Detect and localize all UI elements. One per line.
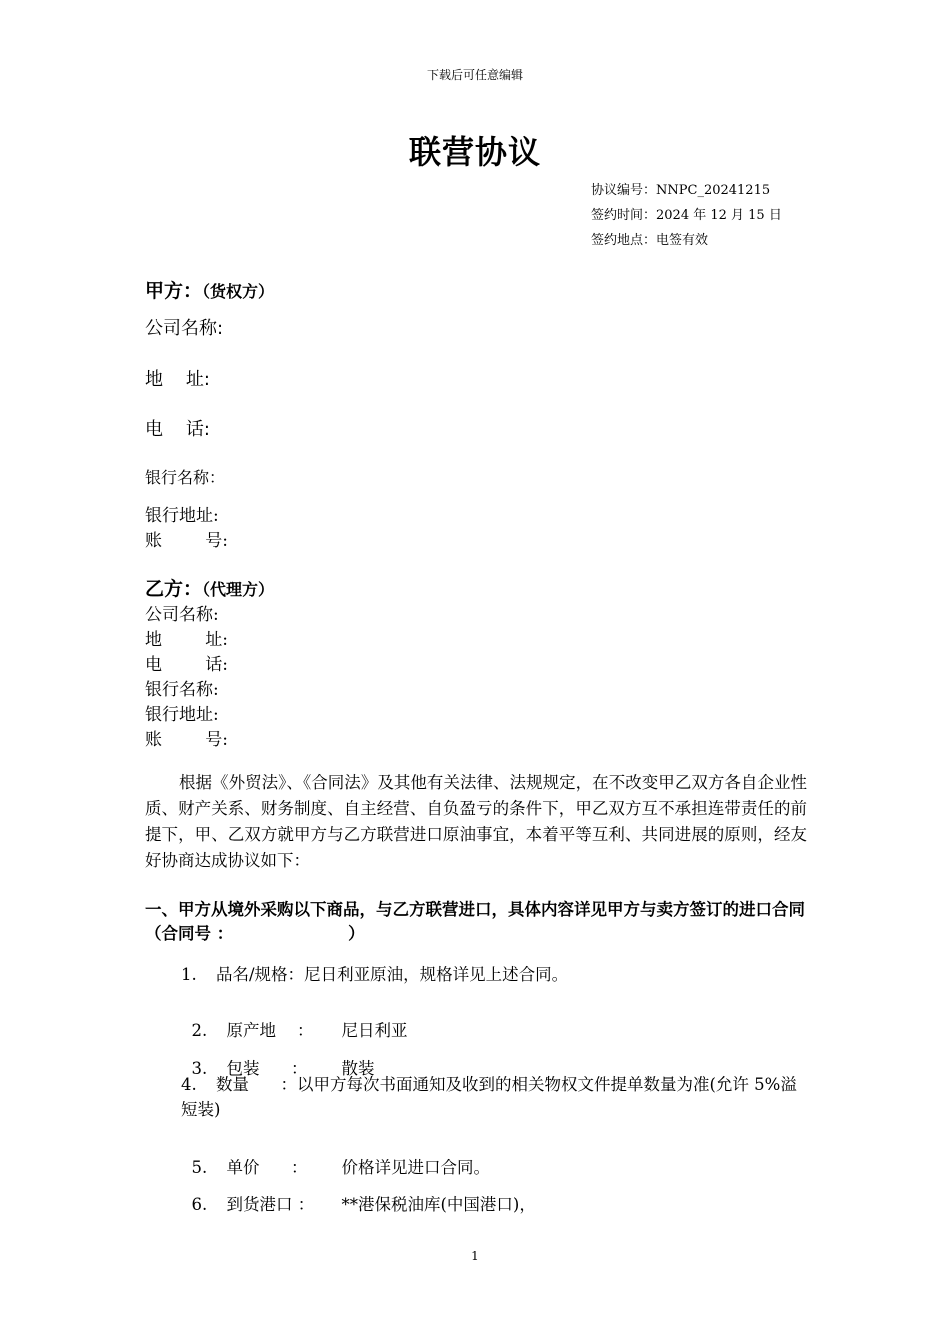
item-number: 3. xyxy=(191,1059,208,1078)
item-value: 价格详见进口合同。 xyxy=(341,1158,490,1177)
party-a-account: 账 号: xyxy=(145,531,228,551)
party-a-role: （货权方） xyxy=(202,282,275,301)
item-value: 以甲方每次书面通知及收到的相关物权文件提单数量为准(允许 5%溢短装) xyxy=(181,1075,797,1119)
party-b-heading xyxy=(145,574,274,601)
item-label: 包装 ： xyxy=(226,1059,308,1078)
item-value: **港保税油库(中国港口)， xyxy=(341,1195,536,1214)
party-b-account: 账 号: xyxy=(145,730,228,750)
agreement-number: 协议编号：NNPC_20241215 xyxy=(591,183,771,198)
party-a-bank-name: 银行名称： xyxy=(145,468,226,487)
party-a-label: 甲方： xyxy=(145,280,203,302)
party-a-company: 公司名称: xyxy=(145,318,224,339)
item-label: 数量 ： xyxy=(216,1075,297,1094)
intro-paragraph: 根据《外贸法》、《合同法》及其他有关法律、法规规定，在不改变甲乙双方各自企业性质、财产关系、财务制度、自主经营、自负盈亏的条件下，甲乙双方互不承担连带责任的前提下，甲、乙双方就甲方与乙方联营进口原油事宜，本着平等互利、共同进展的原则，经友好协商达成协议如下： xyxy=(145,773,807,870)
page-number: 1 xyxy=(471,1249,479,1263)
item-number: 6. xyxy=(191,1195,208,1214)
party-a-heading xyxy=(145,276,274,303)
party-a-bank-address: 银行地址: xyxy=(145,506,219,526)
item-number: 1. xyxy=(181,965,197,984)
party-b-label: 乙方： xyxy=(145,578,203,600)
list-item xyxy=(181,1072,811,1122)
item-label: 单价 ： xyxy=(226,1158,308,1177)
item-label: 品名/规格： xyxy=(216,965,305,984)
party-b-company: 公司名称: xyxy=(145,605,219,625)
item-number: 5. xyxy=(191,1158,208,1177)
item-number: 2. xyxy=(191,1021,208,1040)
party-b-bank-name: 银行名称: xyxy=(145,680,219,700)
list-item xyxy=(181,961,568,985)
party-a-address: 地 址: xyxy=(145,369,210,390)
party-b-address: 地 址: xyxy=(145,630,228,650)
section-1-title: 一、甲方从境外采购以下商品，与乙方联营进口，具体内容详见甲方与卖方签订的进口合同（合同号 ： ） xyxy=(145,900,805,943)
list-item xyxy=(181,1172,536,1215)
document-title: 联营协议 xyxy=(408,133,541,171)
item-label: 到货港口 ： xyxy=(226,1195,315,1214)
sign-place: 签约地点：电签有效 xyxy=(591,233,709,248)
sign-time: 签约时间：2024 年 12 月 15 日 xyxy=(591,208,782,223)
header-note: 下载后可任意编辑 xyxy=(426,68,523,82)
party-b-phone: 电 话: xyxy=(145,655,228,675)
item-value: 尼日利亚 xyxy=(341,1021,408,1040)
item-value: 散装 xyxy=(341,1059,375,1078)
party-a-phone: 电 话: xyxy=(145,419,210,440)
item-number: 4. xyxy=(181,1075,197,1094)
party-b-bank-address: 银行地址: xyxy=(145,705,219,725)
party-b-role: （代理方） xyxy=(202,580,275,599)
item-label: 原产地 ： xyxy=(226,1021,314,1040)
item-value: 尼日利亚原油，规格详见上述合同。 xyxy=(304,965,569,984)
list-item xyxy=(181,998,408,1041)
